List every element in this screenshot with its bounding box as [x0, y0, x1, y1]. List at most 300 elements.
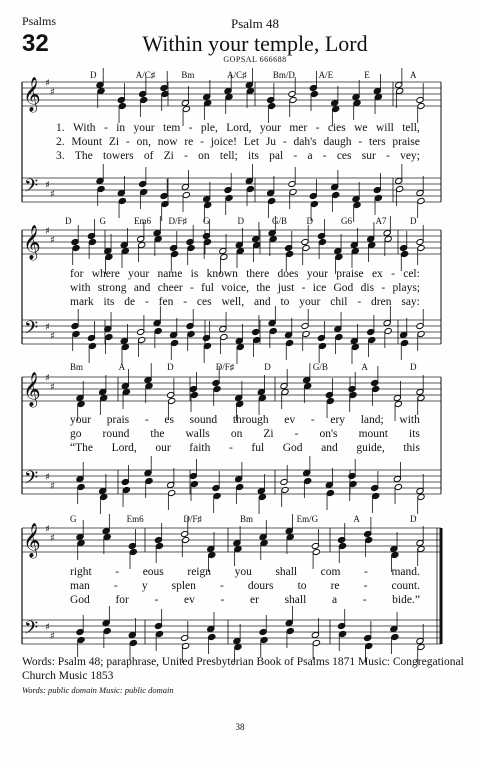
alto-note	[260, 539, 268, 546]
alto-note	[289, 96, 297, 103]
bass-note	[302, 330, 310, 337]
bass-note	[394, 483, 402, 490]
lyric-syllable: voice,	[221, 282, 249, 294]
bass-note	[121, 343, 129, 350]
alto-note	[335, 253, 343, 260]
lyric-line-verse-3	[70, 594, 420, 606]
lyric-syllable: shall	[275, 566, 298, 578]
lyric-syllable: Zi	[108, 136, 120, 148]
lyric-syllable: es	[164, 414, 174, 426]
lyric-syllable: count.	[391, 580, 420, 592]
bass-note	[269, 327, 277, 334]
lyric-syllable: -	[358, 136, 363, 148]
lyric-syllable: -	[294, 428, 299, 440]
lyric-syllable: -	[183, 296, 188, 308]
alto-note	[208, 551, 216, 558]
chord-symbol: D/F♯	[168, 216, 188, 226]
bass-note	[368, 336, 376, 343]
lyric-syllable: -	[189, 282, 194, 294]
bass-note	[281, 486, 289, 493]
lyric-syllable: on's	[319, 428, 338, 440]
lyric-syllable: -	[115, 566, 120, 578]
alto-note	[253, 241, 261, 248]
chord-symbol: D	[167, 362, 174, 372]
bass-note	[208, 633, 216, 640]
lyric-syllable: on	[198, 150, 210, 162]
lyric-syllable: this	[403, 442, 420, 454]
lyric-syllable: through	[232, 414, 269, 426]
lyric-syllable: y	[141, 580, 148, 592]
alto-note	[220, 253, 228, 260]
sharp-icon: ♯	[45, 180, 50, 191]
chord-symbol: G	[99, 216, 106, 226]
alto-note	[351, 247, 359, 254]
alto-note	[129, 548, 137, 555]
bass-note	[77, 483, 85, 490]
bass-note	[318, 342, 326, 349]
bass-note	[268, 197, 276, 204]
lyric-syllable: tem	[163, 122, 181, 134]
chord-symbol: A/C♯	[227, 70, 247, 80]
sharp-icon: ♯	[45, 524, 50, 535]
lyric-syllable: and	[254, 296, 271, 308]
lyric-line-verse-2	[70, 580, 420, 592]
alto-note	[391, 551, 399, 558]
chord-symbol: Bm/D	[272, 70, 295, 80]
lyric-syllable: ev	[284, 414, 296, 426]
sharp-icon: ♯	[45, 78, 50, 89]
alto-note	[168, 397, 176, 404]
lyric-syllable: The	[74, 150, 93, 162]
lyric-syllable: your	[133, 122, 155, 134]
bass-note	[122, 486, 130, 493]
alto-note	[318, 238, 326, 245]
lyric-syllable: is	[190, 268, 199, 280]
alto-note	[417, 244, 425, 251]
sharp-icon: ♯	[45, 226, 50, 237]
bass-note	[372, 492, 380, 499]
bass-note	[260, 636, 268, 643]
chord-symbol: A7	[375, 216, 387, 226]
chord-symbol: G/B	[312, 362, 328, 372]
lyric-syllable: God	[333, 282, 354, 294]
lyric-syllable: ice	[312, 282, 327, 294]
bass-clef-icon: 𝄢	[24, 468, 39, 493]
lyric-syllable: for	[70, 268, 84, 280]
lyric-syllable: your	[70, 414, 92, 426]
chord-symbol: A	[410, 70, 417, 80]
sharp-icon: ♯	[45, 622, 50, 633]
alto-note	[182, 536, 190, 543]
chord-symbol: E	[364, 70, 370, 80]
lyric-syllable: -	[386, 150, 390, 162]
alto-note	[236, 400, 244, 407]
lyric-syllable: the	[256, 282, 271, 294]
bass-note	[365, 642, 373, 649]
bass-note	[236, 483, 244, 490]
lyric-line-verse-3	[70, 296, 420, 308]
alto-note	[77, 400, 85, 407]
alto-note	[417, 102, 425, 109]
sharp-icon: ♯	[50, 87, 55, 98]
chord-symbol: A	[118, 362, 126, 372]
lyric-syllable: splen	[171, 580, 196, 592]
lyric-syllable: walls	[185, 428, 210, 440]
lyric-syllable: a	[307, 150, 313, 162]
lyric-line-verse-1	[70, 566, 420, 578]
lyric-syllable: -	[103, 122, 108, 134]
lyric-syllable: -	[363, 580, 368, 592]
lyric-syllable: -	[188, 122, 193, 134]
alto-note	[118, 102, 126, 109]
lyric-syllable: where	[91, 268, 120, 280]
lyric-syllable: dis	[360, 282, 375, 294]
alto-note	[234, 545, 242, 552]
chord-symbol: D	[65, 216, 72, 226]
lyric-syllable: and	[133, 282, 151, 294]
bass-note	[338, 630, 346, 637]
lyric-syllable: -	[315, 122, 320, 134]
lyric-syllable: 1.	[56, 122, 65, 134]
alto-note	[225, 93, 233, 100]
alto-note	[312, 548, 320, 555]
lyric-line-verse-3	[70, 442, 420, 454]
chord-symbol: D/F♯	[215, 362, 235, 372]
lyric-syllable: -	[357, 296, 362, 308]
lyric-syllable: -	[364, 566, 368, 578]
alto-note	[269, 235, 277, 242]
tune-meter: GOPSAL 666688	[223, 55, 287, 64]
chord-symbol: Bm	[181, 70, 195, 80]
lyric-syllable: -	[362, 594, 367, 606]
sharp-icon: ♯	[50, 235, 55, 246]
lyric-syllable: say:	[401, 296, 420, 308]
lyric-syllable: -	[113, 580, 118, 592]
lyric-syllable: -	[200, 136, 204, 148]
lyric-syllable: eous	[142, 566, 164, 578]
sharp-icon: ♯	[50, 631, 55, 642]
chord-symbol: A/E	[318, 70, 334, 80]
chord-symbol: Em6	[134, 216, 151, 226]
sharp-icon: ♯	[50, 189, 55, 200]
lyric-syllable: ery	[330, 414, 346, 426]
alto-note	[286, 250, 294, 257]
alto-note	[155, 542, 163, 549]
lyric-syllable: tell,	[402, 122, 420, 134]
lyric-syllable: and	[321, 442, 338, 454]
alto-note	[384, 235, 392, 242]
lyric-syllable: praise	[336, 268, 364, 280]
lyric-syllable: vey;	[400, 150, 420, 162]
hymn-title: Within your temple, Lord	[142, 31, 368, 56]
treble-clef-icon: 𝄞	[23, 372, 41, 407]
lyric-syllable: right	[70, 566, 92, 578]
lyric-syllable: de	[124, 296, 136, 308]
lyric-syllable: ters	[369, 136, 386, 148]
bass-note	[204, 201, 212, 208]
bass-note	[374, 194, 382, 201]
lyric-syllable: Zi	[163, 150, 174, 162]
lyric-syllable: -	[228, 442, 233, 454]
lyric-syllable: God	[282, 442, 303, 454]
lyric-syllable: with	[399, 414, 420, 426]
lyric-syllable: bide.”	[392, 594, 420, 606]
bass-note	[97, 185, 105, 192]
bass-note	[417, 493, 425, 500]
lyric-syllable: ex	[371, 268, 383, 280]
alto-note	[204, 99, 212, 106]
bass-note	[129, 639, 137, 646]
lyric-syllable: God	[70, 594, 90, 606]
alto-note	[332, 105, 340, 112]
lyric-syllable: on,	[136, 136, 151, 148]
lyric-syllable: will	[375, 122, 394, 134]
bass-note	[220, 333, 228, 340]
bass-note	[310, 200, 318, 207]
sharp-icon: ♯	[50, 481, 55, 492]
bass-note	[100, 493, 108, 500]
page-number: 38	[235, 722, 245, 732]
lyric-syllable: mand.	[391, 566, 420, 578]
alto-note	[182, 105, 190, 112]
alto-note	[213, 385, 221, 392]
lyric-syllable: mark	[70, 296, 94, 308]
bass-note	[401, 339, 409, 346]
bass-note	[190, 480, 198, 487]
alto-note	[77, 539, 85, 546]
lyric-syllable: er	[249, 594, 259, 606]
lyric-syllable: -	[391, 268, 395, 280]
bass-note	[258, 493, 266, 500]
bass-clef-icon: 𝄢	[24, 176, 39, 201]
treble-clef-icon: 𝄞	[23, 77, 41, 112]
sharp-icon: ♯	[45, 322, 50, 333]
lyric-syllable: plays;	[392, 282, 420, 294]
lyric-syllable: our	[155, 442, 171, 454]
alto-note	[302, 244, 310, 251]
bass-note	[140, 188, 148, 195]
lyric-syllable: praise	[392, 136, 420, 148]
alto-note	[417, 394, 425, 401]
chord-symbol: Em/G	[296, 514, 319, 524]
alto-note	[203, 238, 211, 245]
lyric-syllable: dah's	[293, 136, 317, 148]
alto-note	[401, 250, 409, 257]
bass-note	[105, 333, 113, 340]
chord-symbol: Bm	[240, 514, 254, 524]
lyric-syllable: Lord,	[226, 122, 252, 134]
chord-symbol: Em6	[126, 514, 144, 524]
sharp-icon: ♯	[45, 373, 50, 384]
lyric-syllable: Ju	[265, 136, 277, 148]
lyric-syllable: Lord,	[111, 442, 137, 454]
alto-note	[88, 238, 96, 245]
lyric-syllable: you	[234, 566, 252, 578]
lyric-syllable: sur	[361, 150, 376, 162]
lyric-line-verse-3	[56, 150, 420, 162]
chord-symbol: A/C♯	[135, 70, 156, 80]
lyric-syllable: ple,	[200, 122, 218, 134]
bass-note	[145, 477, 153, 484]
bass-note	[289, 188, 297, 195]
bass-note	[118, 197, 126, 204]
alto-note	[154, 235, 162, 242]
lyric-syllable: ev	[184, 594, 195, 606]
lyric-syllable: -	[282, 136, 287, 148]
alto-note	[368, 241, 376, 248]
lyric-syllable: -	[301, 282, 306, 294]
lyric-syllable: ces	[196, 296, 212, 308]
lyric-syllable: now	[157, 136, 178, 148]
lyric-line-verse-2	[70, 428, 420, 440]
lyric-syllable: land;	[360, 414, 384, 426]
lyric-syllable: 2.	[56, 136, 65, 148]
chord-symbol: Bm	[70, 362, 84, 372]
bass-note	[246, 185, 254, 192]
lyric-syllable: -	[220, 580, 224, 592]
alto-note	[304, 382, 312, 389]
lyric-syllable: shall	[284, 594, 307, 606]
lyric-syllable: in	[116, 122, 126, 134]
alto-note	[103, 533, 111, 540]
lyric-syllable: -	[293, 150, 298, 162]
lyric-line-verse-2	[70, 282, 420, 294]
bass-note	[171, 339, 179, 346]
alto-note	[97, 87, 105, 94]
credits: Words: Psalm 48; paraphrase, United Presbyterian Book of Psalms 1871 Music: Congregational Church Music 1853	[22, 656, 464, 682]
lyric-syllable: With	[73, 122, 96, 134]
treble-clef-icon: 𝄞	[23, 225, 41, 260]
alto-note	[268, 102, 276, 109]
section-label: Psalms	[22, 14, 57, 28]
bass-note	[234, 643, 242, 650]
lyric-syllable: prais	[106, 414, 130, 426]
bass-note	[168, 489, 176, 496]
bass-note	[253, 336, 261, 343]
alto-note	[353, 99, 361, 106]
chord-symbol: G/B	[272, 216, 288, 226]
bass-note	[391, 633, 399, 640]
lyric-syllable: com	[320, 566, 341, 578]
bass-note	[304, 477, 312, 484]
bass-clef-icon: 𝄢	[24, 618, 39, 643]
alto-note	[374, 93, 382, 100]
chord-symbol: G6	[341, 216, 352, 226]
bass-note	[326, 489, 334, 496]
lyric-syllable: man	[70, 580, 90, 592]
alto-note	[372, 385, 380, 392]
copyright: Words: public domain Music: public domain	[22, 685, 174, 695]
lyric-syllable: -	[381, 282, 386, 294]
lyric-syllable: a	[331, 594, 338, 606]
lyric-syllable: Mount	[71, 136, 103, 148]
chord-symbol: G	[70, 514, 77, 524]
lyric-syllable: ces	[336, 150, 352, 162]
lyric-syllable: mer	[289, 122, 308, 134]
lyric-syllable: your	[299, 296, 321, 308]
bass-note	[417, 643, 425, 650]
alto-note	[394, 400, 402, 407]
lyric-syllable: its	[248, 150, 259, 162]
lyric-syllable: does	[277, 268, 299, 280]
alto-note	[138, 241, 146, 248]
bass-note	[187, 330, 195, 337]
lyric-syllable: your	[259, 122, 281, 134]
lyric-syllable: fen	[158, 296, 174, 308]
lyric-syllable: sound	[189, 414, 218, 426]
alto-note	[105, 253, 113, 260]
chord-symbol: D	[306, 216, 313, 226]
lyric-syllable: well,	[221, 296, 245, 308]
alto-note	[171, 250, 179, 257]
alto-note	[417, 545, 425, 552]
lyric-syllable: ful	[201, 282, 214, 294]
sharp-icon: ♯	[50, 331, 55, 342]
lyric-syllable: joice!	[210, 136, 237, 148]
lyric-syllable: guide,	[356, 442, 385, 454]
chord-symbol: D	[410, 362, 417, 372]
alto-note	[258, 394, 266, 401]
alto-note	[281, 388, 289, 395]
lyric-syllable: name	[157, 268, 183, 280]
lyric-syllable: dren	[371, 296, 392, 308]
lyric-syllable: the	[150, 428, 165, 440]
alto-note	[326, 397, 334, 404]
sharp-icon: ♯	[50, 382, 55, 393]
lyric-syllable: there	[246, 268, 270, 280]
sharp-icon: ♯	[45, 472, 50, 483]
lyric-syllable: mount	[358, 428, 388, 440]
bass-note	[236, 343, 244, 350]
sharp-icon: ♯	[50, 533, 55, 544]
lyric-syllable: to	[280, 296, 290, 308]
lyric-syllable: for	[115, 594, 129, 606]
bass-note	[103, 627, 111, 634]
lyric-syllable: -	[154, 594, 159, 606]
bass-note	[154, 327, 162, 334]
bass-note	[155, 630, 163, 637]
lyric-syllable: Zi	[263, 428, 274, 440]
bass-note	[286, 339, 294, 346]
bass-note	[72, 330, 80, 337]
chord-symbol: D/F♯	[183, 514, 202, 524]
lyric-syllable: we	[354, 122, 368, 134]
bass-note	[161, 200, 169, 207]
chord-symbol: D	[410, 216, 417, 226]
lyric-syllable: round	[102, 428, 130, 440]
bass-note	[417, 197, 425, 204]
alto-note	[121, 247, 129, 254]
chord-symbol: D	[264, 362, 271, 372]
lyric-syllable: -	[184, 150, 188, 162]
lyric-syllable: -	[144, 414, 149, 426]
alto-note	[396, 87, 404, 94]
bass-note	[332, 191, 340, 198]
lyric-syllable: cies	[327, 122, 346, 134]
lyric-syllable: faith	[189, 442, 211, 454]
chord-symbol: D	[237, 216, 244, 226]
alto-note	[246, 87, 254, 94]
lyric-syllable: -	[322, 150, 327, 162]
alto-note	[190, 391, 198, 398]
bass-note	[417, 330, 425, 337]
lyric-syllable: “The	[70, 442, 93, 454]
lyric-syllable: strong	[97, 282, 127, 294]
bass-note	[138, 336, 146, 343]
hymn-number: 32	[22, 30, 49, 57]
lyric-syllable: chil	[330, 296, 348, 308]
bass-note	[335, 333, 343, 340]
